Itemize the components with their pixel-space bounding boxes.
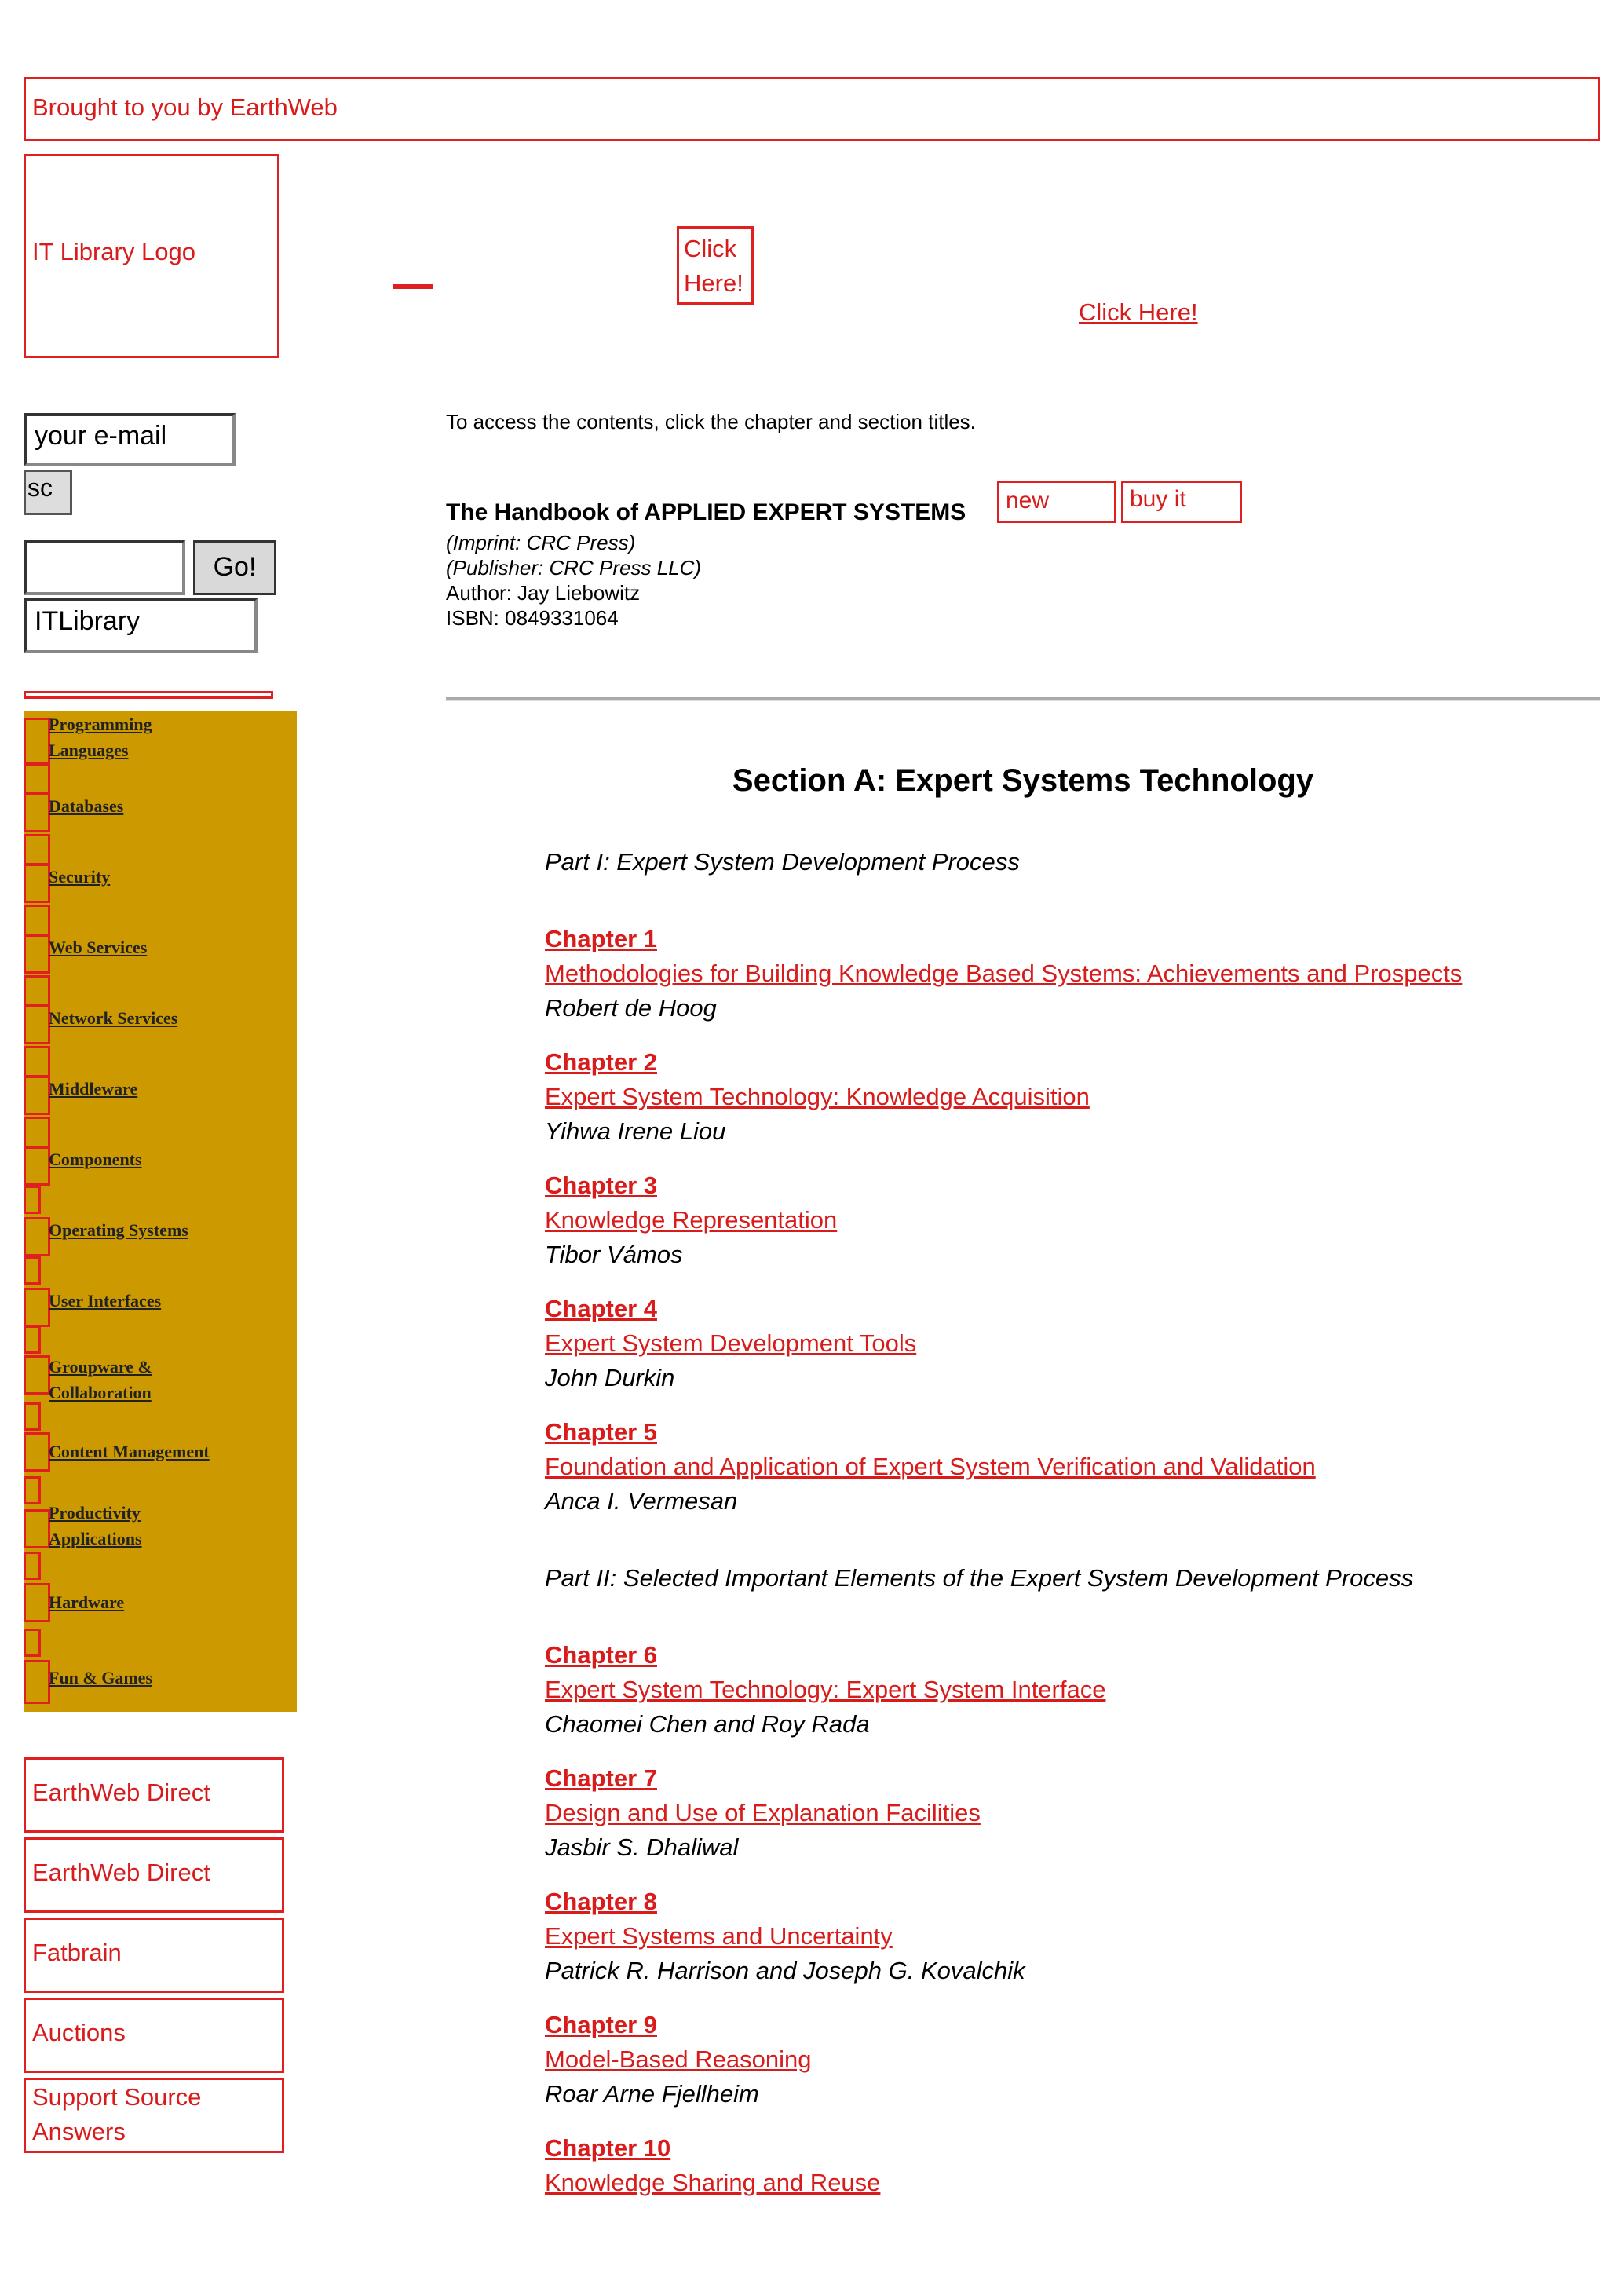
chapter-number-link[interactable]: Chapter 3 bbox=[545, 1172, 657, 1199]
chapter-number-link[interactable]: Chapter 7 bbox=[545, 1764, 657, 1792]
chapter-entry bbox=[545, 1168, 837, 1272]
email-input[interactable]: your e-mail bbox=[24, 413, 236, 466]
category-marker bbox=[24, 1256, 41, 1285]
book-imprint: (Imprint: CRC Press) bbox=[446, 531, 636, 554]
earthweb-direct-link[interactable]: EarthWeb Direct bbox=[24, 1757, 284, 1833]
access-instructions: To access the contents, click the chapter and section titles. bbox=[446, 410, 976, 433]
category-content-management[interactable]: Content Management bbox=[49, 1442, 210, 1461]
chapter-title-link[interactable]: Methodologies for Building Knowledge Based Systems: Achievements and Prospects bbox=[545, 960, 1463, 987]
category-components[interactable]: Components bbox=[49, 1150, 142, 1169]
category-groupware-collaboration[interactable]: Groupware & Collaboration bbox=[49, 1357, 152, 1402]
category-marker bbox=[24, 718, 50, 765]
category-fun-games[interactable]: Fun & Games bbox=[49, 1668, 152, 1687]
search-input[interactable] bbox=[24, 540, 185, 595]
category-marker bbox=[24, 1186, 41, 1214]
part-heading: Part I: Expert System Development Process bbox=[545, 848, 1020, 876]
chapter-number-link[interactable]: Chapter 2 bbox=[545, 1048, 657, 1076]
chapter-entry bbox=[545, 1761, 981, 1865]
category-databases[interactable]: Databases bbox=[49, 796, 124, 816]
chapter-entry bbox=[545, 1292, 916, 1395]
chapter-number-link[interactable]: Chapter 10 bbox=[545, 2134, 671, 2162]
chapter-title-link[interactable]: Knowledge Representation bbox=[545, 1206, 838, 1234]
chapter-number-link[interactable]: Chapter 5 bbox=[545, 1418, 657, 1446]
chapter-entry bbox=[545, 1045, 1090, 1149]
ad-click-here-button[interactable]: Click Here! bbox=[677, 226, 754, 305]
chapter-entry bbox=[545, 2131, 880, 2200]
chapter-entry bbox=[545, 1638, 1105, 1742]
chapter-author: Roar Arne Fjellheim bbox=[545, 2080, 759, 2108]
support-source-answers-link[interactable]: Support Source Answers bbox=[24, 2078, 284, 2153]
category-marker bbox=[24, 1432, 50, 1472]
category-marker bbox=[24, 1117, 50, 1148]
search-scope-select[interactable]: ITLibrary bbox=[24, 598, 258, 653]
buy-it-button[interactable]: buy it bbox=[1121, 481, 1242, 523]
chapter-entry bbox=[545, 2008, 812, 2111]
category-programming-languages[interactable]: Programming Languages bbox=[49, 715, 152, 760]
chapter-author: John Durkin bbox=[545, 1364, 675, 1391]
chapter-number-link[interactable]: Chapter 9 bbox=[545, 2011, 657, 2038]
category-productivity-applications[interactable]: Productivity Applications bbox=[49, 1503, 142, 1548]
chapter-title-link[interactable]: Model-Based Reasoning bbox=[545, 2046, 812, 2073]
book-author: Author: Jay Liebowitz bbox=[446, 581, 641, 605]
part-heading: Part II: Selected Important Elements of the Expert System Development Process bbox=[545, 1564, 1414, 1592]
chapter-title-link[interactable]: Foundation and Application of Expert System Verification and Validation bbox=[545, 1453, 1316, 1480]
earthweb-direct-link-2[interactable]: EarthWeb Direct bbox=[24, 1837, 284, 1913]
new-button[interactable]: new bbox=[997, 481, 1116, 523]
chapter-author: Yihwa Irene Liou bbox=[545, 1117, 726, 1145]
category-marker bbox=[24, 763, 50, 795]
category-marker bbox=[24, 1509, 50, 1548]
it-library-logo[interactable]: IT Library Logo bbox=[24, 154, 279, 358]
chapter-number-link[interactable]: Chapter 1 bbox=[545, 925, 657, 952]
category-operating-systems[interactable]: Operating Systems bbox=[49, 1220, 188, 1240]
chapter-author: Jasbir S. Dhaliwal bbox=[545, 1834, 739, 1861]
chapter-author: Tibor Vámos bbox=[545, 1241, 683, 1268]
book-title: The Handbook of APPLIED EXPERT SYSTEMS bbox=[446, 499, 966, 525]
chapter-author: Robert de Hoog bbox=[545, 994, 717, 1022]
category-marker bbox=[24, 1146, 50, 1186]
category-marker bbox=[24, 1583, 50, 1622]
earthweb-banner[interactable]: Brought to you by EarthWeb bbox=[24, 77, 1600, 141]
category-sidebar bbox=[24, 711, 297, 1712]
chapter-author: Patrick R. Harrison and Joseph G. Kovalchik bbox=[545, 1957, 1025, 1984]
category-middleware[interactable]: Middleware bbox=[49, 1079, 138, 1099]
decorative-dash bbox=[393, 284, 433, 289]
category-marker bbox=[24, 1355, 50, 1395]
category-marker bbox=[24, 1076, 50, 1115]
chapter-entry bbox=[545, 1415, 1316, 1519]
chapter-title-link[interactable]: Design and Use of Explanation Facilities bbox=[545, 1799, 981, 1826]
chapter-author: Chaomei Chen and Roy Rada bbox=[545, 1710, 870, 1738]
divider-bar bbox=[24, 691, 273, 699]
chapter-entry bbox=[545, 1885, 1025, 1988]
chapter-entry bbox=[545, 922, 1462, 1026]
category-marker bbox=[24, 1325, 41, 1354]
category-marker bbox=[24, 1005, 50, 1044]
category-marker bbox=[24, 1217, 50, 1256]
category-hardware[interactable]: Hardware bbox=[49, 1592, 125, 1612]
chapter-title-link[interactable]: Expert Systems and Uncertainty bbox=[545, 1922, 893, 1950]
category-marker bbox=[24, 905, 50, 936]
book-isbn: ISBN: 0849331064 bbox=[446, 606, 619, 630]
category-marker bbox=[24, 975, 50, 1007]
category-marker bbox=[24, 1629, 41, 1657]
chapter-title-link[interactable]: Knowledge Sharing and Reuse bbox=[545, 2169, 881, 2196]
category-network-services[interactable]: Network Services bbox=[49, 1008, 178, 1028]
go-button[interactable]: Go! bbox=[193, 540, 276, 595]
category-marker bbox=[24, 1476, 41, 1504]
category-marker bbox=[24, 934, 50, 974]
fatbrain-link[interactable]: Fatbrain bbox=[24, 1918, 284, 1993]
category-marker bbox=[24, 793, 50, 832]
category-security[interactable]: Security bbox=[49, 867, 111, 887]
section-title: Section A: Expert Systems Technology bbox=[732, 763, 1314, 798]
category-marker bbox=[24, 1660, 50, 1704]
category-web-services[interactable]: Web Services bbox=[49, 938, 148, 957]
category-marker bbox=[24, 1046, 50, 1077]
chapter-title-link[interactable]: Expert System Technology: Expert System Interface bbox=[545, 1676, 1106, 1703]
subscribe-button[interactable]: sc bbox=[24, 470, 72, 515]
chapter-author: Anca I. Vermesan bbox=[545, 1487, 738, 1515]
ad-click-here-link[interactable]: Click Here! bbox=[1079, 298, 1198, 326]
chapter-number-link[interactable]: Chapter 6 bbox=[545, 1641, 657, 1669]
category-marker bbox=[24, 864, 50, 903]
horizontal-rule bbox=[446, 697, 1600, 701]
chapter-title-link[interactable]: Expert System Technology: Knowledge Acquisition bbox=[545, 1083, 1090, 1110]
chapter-title-link[interactable]: Expert System Development Tools bbox=[545, 1329, 917, 1357]
chapter-number-link[interactable]: Chapter 4 bbox=[545, 1295, 657, 1322]
category-marker bbox=[24, 834, 50, 865]
auctions-link[interactable]: Auctions bbox=[24, 1998, 284, 2073]
category-user-interfaces[interactable]: User Interfaces bbox=[49, 1291, 162, 1311]
category-marker bbox=[24, 1288, 50, 1327]
book-publisher: (Publisher: CRC Press LLC) bbox=[446, 556, 702, 579]
chapter-number-link[interactable]: Chapter 8 bbox=[545, 1888, 657, 1915]
category-marker bbox=[24, 1552, 41, 1580]
category-marker bbox=[24, 1402, 41, 1431]
